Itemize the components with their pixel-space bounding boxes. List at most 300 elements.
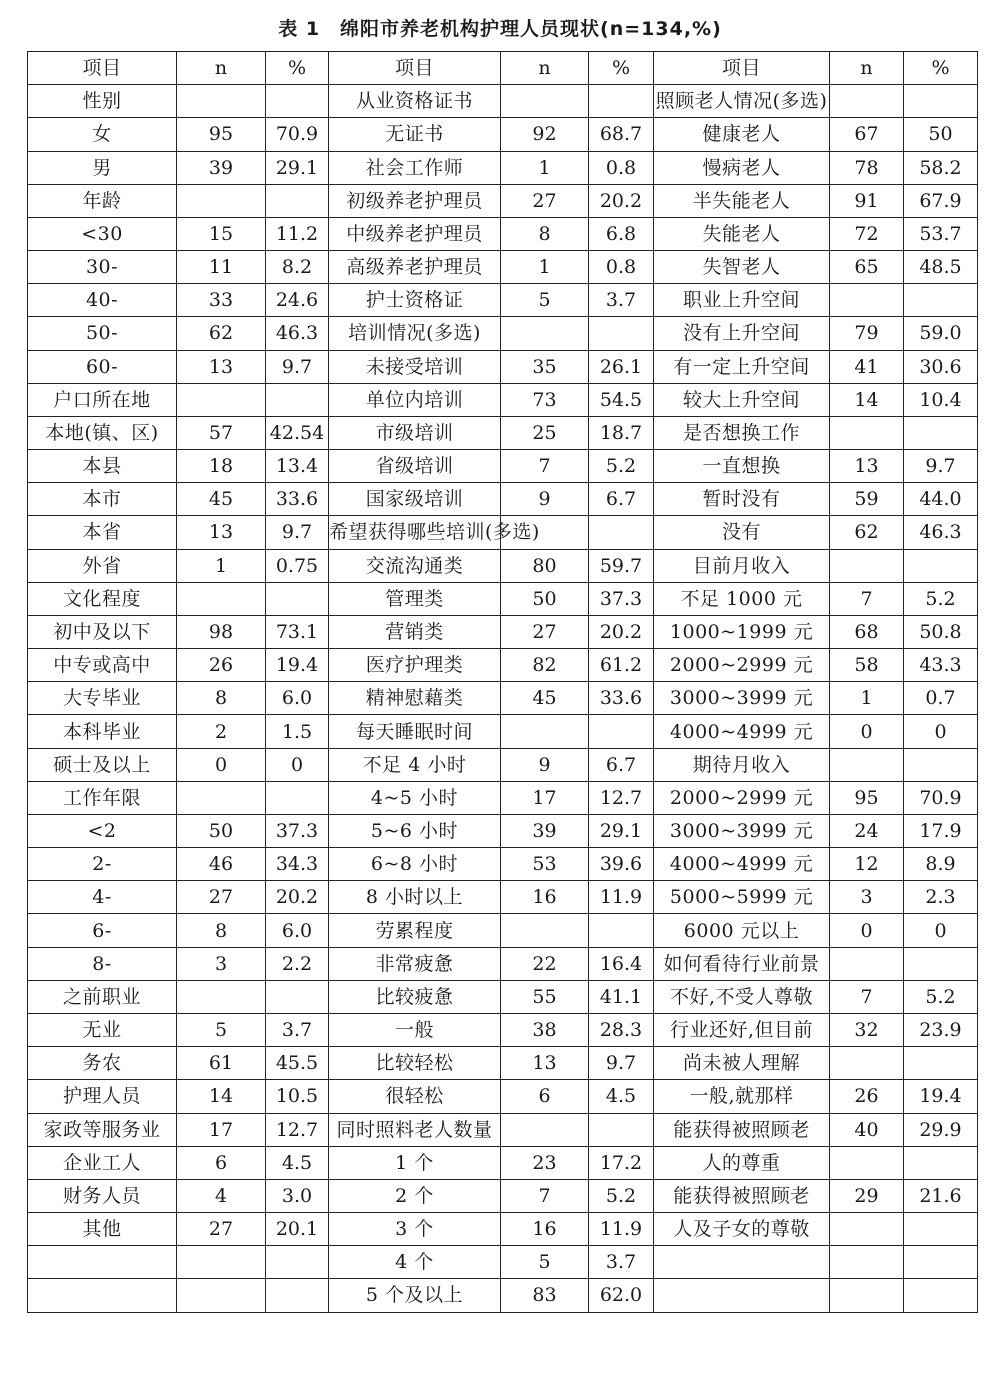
- count-cell: 0: [830, 914, 904, 947]
- count-cell: [830, 1279, 904, 1312]
- count-cell: 1: [501, 151, 589, 184]
- item-cell: 4 个: [329, 1246, 501, 1279]
- count-cell: 35: [501, 350, 589, 383]
- item-cell: 健康老人: [654, 118, 830, 151]
- count-cell: 83: [501, 1279, 589, 1312]
- header-cell: %: [266, 52, 329, 85]
- item-cell: 外省: [28, 549, 177, 582]
- count-cell: 0: [830, 715, 904, 748]
- count-cell: [177, 1246, 266, 1279]
- percent-cell: 3.0: [266, 1179, 329, 1212]
- percent-cell: 28.3: [589, 1013, 654, 1046]
- item-cell: 有一定上升空间: [654, 350, 830, 383]
- count-cell: 39: [177, 151, 266, 184]
- percent-cell: [904, 748, 978, 781]
- count-cell: 16: [501, 881, 589, 914]
- table-row: [28, 284, 978, 317]
- table-row: [28, 350, 978, 383]
- count-cell: 55: [501, 980, 589, 1013]
- percent-cell: [904, 284, 978, 317]
- count-cell: 24: [830, 814, 904, 847]
- item-cell: 不足 4 小时: [329, 748, 501, 781]
- header-cell: %: [589, 52, 654, 85]
- count-cell: 17: [177, 1113, 266, 1146]
- item-cell: [654, 1279, 830, 1312]
- count-cell: 3: [830, 881, 904, 914]
- percent-cell: 50: [904, 118, 978, 151]
- item-cell: 年龄: [28, 184, 177, 217]
- percent-cell: 4.5: [589, 1080, 654, 1113]
- table-row: [28, 416, 978, 449]
- item-cell: 2-: [28, 848, 177, 881]
- item-cell: 不足 1000 元: [654, 582, 830, 615]
- percent-cell: [589, 85, 654, 118]
- percent-cell: [266, 1246, 329, 1279]
- item-cell: 3000~3999 元: [654, 682, 830, 715]
- percent-cell: 4.5: [266, 1146, 329, 1179]
- percent-cell: 17.2: [589, 1146, 654, 1179]
- percent-cell: 29.1: [266, 151, 329, 184]
- count-cell: 58: [830, 649, 904, 682]
- percent-cell: 17.9: [904, 814, 978, 847]
- percent-cell: 62.0: [589, 1279, 654, 1312]
- count-cell: 67: [830, 118, 904, 151]
- item-cell: [654, 1246, 830, 1279]
- percent-cell: [266, 980, 329, 1013]
- count-cell: 59: [830, 483, 904, 516]
- count-cell: 16: [501, 1213, 589, 1246]
- table-row: [28, 151, 978, 184]
- count-cell: 79: [830, 317, 904, 350]
- item-cell: 能获得被照顾老: [654, 1113, 830, 1146]
- item-cell: 5~6 小时: [329, 814, 501, 847]
- percent-cell: 37.3: [589, 582, 654, 615]
- item-cell: 5000~5999 元: [654, 881, 830, 914]
- count-cell: 5: [177, 1013, 266, 1046]
- count-cell: 27: [501, 615, 589, 648]
- percent-cell: [904, 1146, 978, 1179]
- percent-cell: 2.3: [904, 881, 978, 914]
- item-cell: 本地(镇、区): [28, 416, 177, 449]
- count-cell: 7: [501, 450, 589, 483]
- percent-cell: 70.9: [266, 118, 329, 151]
- item-cell: 6-: [28, 914, 177, 947]
- percent-cell: 20.2: [589, 184, 654, 217]
- count-cell: 91: [830, 184, 904, 217]
- percent-cell: 6.0: [266, 914, 329, 947]
- count-cell: [830, 748, 904, 781]
- count-cell: 65: [830, 251, 904, 284]
- percent-cell: 3.7: [589, 1246, 654, 1279]
- count-cell: 14: [830, 383, 904, 416]
- percent-cell: 3.7: [266, 1013, 329, 1046]
- count-cell: 57: [177, 416, 266, 449]
- item-cell: 3000~3999 元: [654, 814, 830, 847]
- count-cell: 1: [501, 251, 589, 284]
- count-cell: 8: [501, 217, 589, 250]
- percent-cell: 9.7: [904, 450, 978, 483]
- count-cell: 7: [830, 582, 904, 615]
- item-cell: 户口所在地: [28, 383, 177, 416]
- item-cell: 无证书: [329, 118, 501, 151]
- item-cell: 失智老人: [654, 251, 830, 284]
- percent-cell: 23.9: [904, 1013, 978, 1046]
- count-cell: 3: [177, 947, 266, 980]
- count-cell: 9: [501, 748, 589, 781]
- item-cell: 单位内培训: [329, 383, 501, 416]
- item-cell: 一直想换: [654, 450, 830, 483]
- table-row: [28, 217, 978, 250]
- table-row: [28, 1146, 978, 1179]
- count-cell: 13: [830, 450, 904, 483]
- item-cell: 初中及以下: [28, 615, 177, 648]
- percent-cell: [266, 1279, 329, 1312]
- count-cell: 8: [177, 682, 266, 715]
- item-cell: 4000~4999 元: [654, 715, 830, 748]
- count-cell: 45: [177, 483, 266, 516]
- count-cell: [177, 184, 266, 217]
- count-cell: 14: [177, 1080, 266, 1113]
- percent-cell: 6.7: [589, 483, 654, 516]
- percent-cell: 26.1: [589, 350, 654, 383]
- item-cell: 4-: [28, 881, 177, 914]
- count-cell: [177, 980, 266, 1013]
- item-cell: 1 个: [329, 1146, 501, 1179]
- item-cell: 不好,不受人尊敬: [654, 980, 830, 1013]
- count-cell: 25: [501, 416, 589, 449]
- count-cell: 6: [501, 1080, 589, 1113]
- percent-cell: 5.2: [904, 582, 978, 615]
- count-cell: 80: [501, 549, 589, 582]
- table-row: [28, 914, 978, 947]
- percent-cell: 29.9: [904, 1113, 978, 1146]
- count-cell: 27: [177, 1213, 266, 1246]
- count-cell: 41: [830, 350, 904, 383]
- table-row: [28, 317, 978, 350]
- item-cell: [28, 1279, 177, 1312]
- count-cell: 26: [177, 649, 266, 682]
- table-row: [28, 184, 978, 217]
- count-cell: 39: [501, 814, 589, 847]
- percent-cell: 41.1: [589, 980, 654, 1013]
- percent-cell: 12.7: [589, 781, 654, 814]
- percent-cell: 1.5: [266, 715, 329, 748]
- item-cell: [28, 1246, 177, 1279]
- percent-cell: 9.7: [589, 1047, 654, 1080]
- percent-cell: 11.9: [589, 1213, 654, 1246]
- item-cell: 人的尊重: [654, 1146, 830, 1179]
- count-cell: [177, 1279, 266, 1312]
- percent-cell: 33.6: [589, 682, 654, 715]
- count-cell: 27: [177, 881, 266, 914]
- count-cell: [830, 1213, 904, 1246]
- percent-cell: [904, 1213, 978, 1246]
- percent-cell: 9.7: [266, 350, 329, 383]
- count-cell: 33: [177, 284, 266, 317]
- table-row: [28, 1013, 978, 1046]
- item-cell: 很轻松: [329, 1080, 501, 1113]
- percent-cell: 39.6: [589, 848, 654, 881]
- percent-cell: [266, 383, 329, 416]
- item-cell: 省级培训: [329, 450, 501, 483]
- table-row: [28, 582, 978, 615]
- table-row: [28, 383, 978, 416]
- percent-cell: 21.6: [904, 1179, 978, 1212]
- percent-cell: 48.5: [904, 251, 978, 284]
- count-cell: 13: [501, 1047, 589, 1080]
- percent-cell: 61.2: [589, 649, 654, 682]
- percent-cell: 43.3: [904, 649, 978, 682]
- item-cell: 社会工作师: [329, 151, 501, 184]
- percent-cell: [904, 947, 978, 980]
- item-cell: 企业工人: [28, 1146, 177, 1179]
- percent-cell: [904, 1279, 978, 1312]
- table-row: [28, 1179, 978, 1212]
- table-row: [28, 1279, 978, 1312]
- count-cell: 26: [830, 1080, 904, 1113]
- percent-cell: 20.2: [589, 615, 654, 648]
- item-cell: 本市: [28, 483, 177, 516]
- percent-cell: [589, 317, 654, 350]
- percent-cell: 13.4: [266, 450, 329, 483]
- percent-cell: 2.2: [266, 947, 329, 980]
- table-row: [28, 814, 978, 847]
- percent-cell: 0.8: [589, 251, 654, 284]
- percent-cell: 45.5: [266, 1047, 329, 1080]
- count-cell: 1: [177, 549, 266, 582]
- count-cell: 4: [177, 1179, 266, 1212]
- table-row: [28, 649, 978, 682]
- count-cell: 45: [501, 682, 589, 715]
- item-cell: 务农: [28, 1047, 177, 1080]
- item-cell: 精神慰藉类: [329, 682, 501, 715]
- count-cell: 13: [177, 516, 266, 549]
- table-row: [28, 881, 978, 914]
- count-cell: [501, 1113, 589, 1146]
- item-cell: 高级养老护理员: [329, 251, 501, 284]
- item-cell: 其他: [28, 1213, 177, 1246]
- table-row: [28, 549, 978, 582]
- percent-cell: 73.1: [266, 615, 329, 648]
- percent-cell: 5.2: [589, 450, 654, 483]
- count-cell: 98: [177, 615, 266, 648]
- count-cell: [830, 85, 904, 118]
- table-row: [28, 1047, 978, 1080]
- percent-cell: 0: [266, 748, 329, 781]
- percent-cell: 12.7: [266, 1113, 329, 1146]
- percent-cell: 0.75: [266, 549, 329, 582]
- percent-cell: 6.0: [266, 682, 329, 715]
- count-cell: [830, 1047, 904, 1080]
- count-cell: [177, 85, 266, 118]
- percent-cell: [589, 914, 654, 947]
- count-cell: [830, 284, 904, 317]
- item-cell: 硕士及以上: [28, 748, 177, 781]
- percent-cell: [266, 781, 329, 814]
- percent-cell: 44.0: [904, 483, 978, 516]
- percent-cell: 42.54: [266, 416, 329, 449]
- item-cell: 未接受培训: [329, 350, 501, 383]
- item-cell: 护士资格证: [329, 284, 501, 317]
- percent-cell: [266, 582, 329, 615]
- item-cell: 性别: [28, 85, 177, 118]
- item-cell: 市级培训: [329, 416, 501, 449]
- count-cell: 92: [501, 118, 589, 151]
- item-cell: 8-: [28, 947, 177, 980]
- count-cell: [501, 914, 589, 947]
- percent-cell: 0: [904, 914, 978, 947]
- table-row: [28, 1113, 978, 1146]
- item-cell: 2000~2999 元: [654, 649, 830, 682]
- percent-cell: 19.4: [266, 649, 329, 682]
- count-cell: 50: [501, 582, 589, 615]
- item-cell: 医疗护理类: [329, 649, 501, 682]
- percent-cell: 53.7: [904, 217, 978, 250]
- item-cell: 如何看待行业前景: [654, 947, 830, 980]
- item-cell: 初级养老护理员: [329, 184, 501, 217]
- table-row: [28, 848, 978, 881]
- item-cell: 1000~1999 元: [654, 615, 830, 648]
- item-cell: 中级养老护理员: [329, 217, 501, 250]
- count-cell: 7: [501, 1179, 589, 1212]
- percent-cell: 68.7: [589, 118, 654, 151]
- percent-cell: 0: [904, 715, 978, 748]
- percent-cell: 10.4: [904, 383, 978, 416]
- percent-cell: 8.2: [266, 251, 329, 284]
- item-cell: 暂时没有: [654, 483, 830, 516]
- item-cell: 2 个: [329, 1179, 501, 1212]
- percent-cell: 18.7: [589, 416, 654, 449]
- percent-cell: 50.8: [904, 615, 978, 648]
- item-cell: 一般,就那样: [654, 1080, 830, 1113]
- item-cell: 是否想换工作: [654, 416, 830, 449]
- item-cell: 本科毕业: [28, 715, 177, 748]
- percent-cell: 59.0: [904, 317, 978, 350]
- item-cell: 没有上升空间: [654, 317, 830, 350]
- item-cell: 中专或高中: [28, 649, 177, 682]
- percent-cell: 5.2: [904, 980, 978, 1013]
- percent-cell: 9.7: [266, 516, 329, 549]
- percent-cell: 46.3: [266, 317, 329, 350]
- count-cell: [501, 85, 589, 118]
- item-cell: 培训情况(多选): [329, 317, 501, 350]
- percent-cell: [904, 1047, 978, 1080]
- count-cell: 11: [177, 251, 266, 284]
- table-row: [28, 781, 978, 814]
- item-cell: 从业资格证书: [329, 85, 501, 118]
- percent-cell: [904, 416, 978, 449]
- table-row: [28, 748, 978, 781]
- percent-cell: 67.9: [904, 184, 978, 217]
- count-cell: 53: [501, 848, 589, 881]
- count-cell: 73: [501, 383, 589, 416]
- header-cell: n: [830, 52, 904, 85]
- item-cell: 照顾老人情况(多选): [654, 85, 830, 118]
- table-row: [28, 450, 978, 483]
- table-row: [28, 483, 978, 516]
- item-cell: 一般: [329, 1013, 501, 1046]
- percent-cell: 16.4: [589, 947, 654, 980]
- count-cell: 38: [501, 1013, 589, 1046]
- count-cell: 50: [177, 814, 266, 847]
- count-cell: 17: [501, 781, 589, 814]
- count-cell: [830, 1246, 904, 1279]
- item-cell: 人及子女的尊敬: [654, 1213, 830, 1246]
- header-cell: 项目: [28, 52, 177, 85]
- percent-cell: 0.8: [589, 151, 654, 184]
- percent-cell: [589, 516, 654, 549]
- count-cell: 82: [501, 649, 589, 682]
- item-cell: 50-: [28, 317, 177, 350]
- percent-cell: [904, 85, 978, 118]
- count-cell: 2: [177, 715, 266, 748]
- item-cell: 财务人员: [28, 1179, 177, 1212]
- percent-cell: [904, 1246, 978, 1279]
- count-cell: 7: [830, 980, 904, 1013]
- percent-cell: 6.7: [589, 748, 654, 781]
- count-cell: 95: [830, 781, 904, 814]
- percent-cell: 70.9: [904, 781, 978, 814]
- count-cell: 40: [830, 1113, 904, 1146]
- header-cell: n: [501, 52, 589, 85]
- item-cell: 无业: [28, 1013, 177, 1046]
- percent-cell: 3.7: [589, 284, 654, 317]
- item-cell: 家政等服务业: [28, 1113, 177, 1146]
- count-cell: 78: [830, 151, 904, 184]
- count-cell: [830, 549, 904, 582]
- table-row: [28, 1246, 978, 1279]
- item-cell: 半失能老人: [654, 184, 830, 217]
- percent-cell: [589, 1113, 654, 1146]
- percent-cell: 0.7: [904, 682, 978, 715]
- item-cell: <30: [28, 217, 177, 250]
- percent-cell: 24.6: [266, 284, 329, 317]
- table-row: [28, 1080, 978, 1113]
- item-cell: 本县: [28, 450, 177, 483]
- item-cell: 失能老人: [654, 217, 830, 250]
- item-cell: 目前月收入: [654, 549, 830, 582]
- table-row: [28, 251, 978, 284]
- count-cell: 62: [830, 516, 904, 549]
- item-cell: 较大上升空间: [654, 383, 830, 416]
- count-cell: [830, 416, 904, 449]
- count-cell: 72: [830, 217, 904, 250]
- data-table: [27, 51, 978, 1313]
- percent-cell: 11.2: [266, 217, 329, 250]
- count-cell: [177, 383, 266, 416]
- item-cell: 同时照料老人数量: [329, 1113, 501, 1146]
- item-cell: <2: [28, 814, 177, 847]
- count-cell: 29: [830, 1179, 904, 1212]
- percent-cell: 29.1: [589, 814, 654, 847]
- table-row: [28, 682, 978, 715]
- item-cell: 3 个: [329, 1213, 501, 1246]
- header-cell: n: [177, 52, 266, 85]
- table-row: [28, 1213, 978, 1246]
- item-cell: 营销类: [329, 615, 501, 648]
- percent-cell: 37.3: [266, 814, 329, 847]
- item-cell: 6000 元以上: [654, 914, 830, 947]
- count-cell: 27: [501, 184, 589, 217]
- count-cell: 15: [177, 217, 266, 250]
- percent-cell: 46.3: [904, 516, 978, 549]
- count-cell: [177, 781, 266, 814]
- table-row: [28, 947, 978, 980]
- item-cell: 期待月收入: [654, 748, 830, 781]
- item-cell: 非常疲惫: [329, 947, 501, 980]
- item-cell: 比较疲惫: [329, 980, 501, 1013]
- item-cell: 60-: [28, 350, 177, 383]
